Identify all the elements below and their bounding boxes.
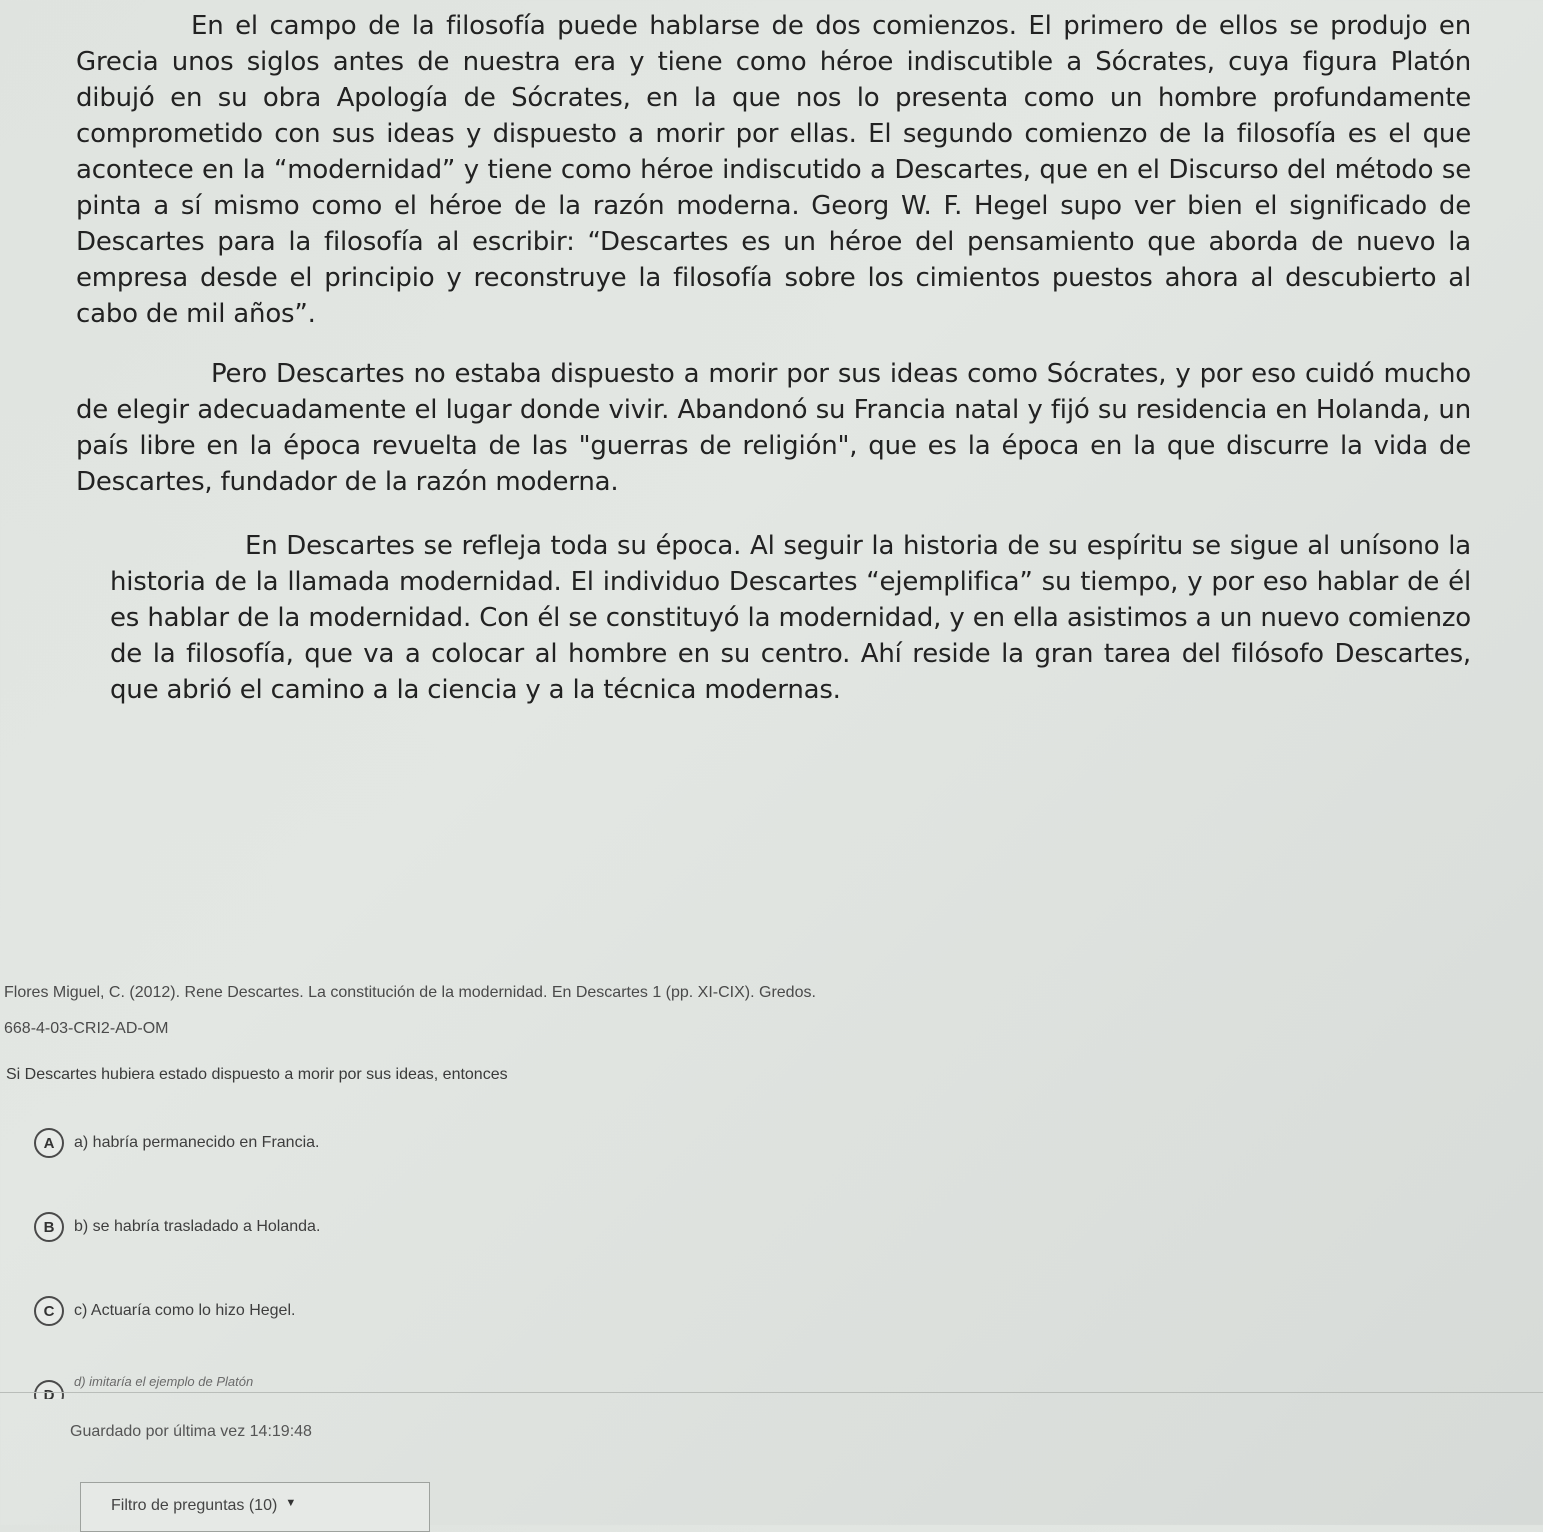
- question-prompt: Si Descartes hubiera estado dispuesto a morir por sus ideas, entonces: [6, 1066, 508, 1083]
- answer-options: [34, 1123, 934, 1399]
- option-b-radio[interactable]: B: [34, 1212, 64, 1242]
- footer-divider: [0, 1392, 1543, 1393]
- question-code: 668-4-03-CRI2-AD-OM: [4, 1020, 169, 1037]
- option-b-label[interactable]: b) se habría trasladado a Holanda.: [74, 1218, 321, 1235]
- question-filter-label: Filtro de preguntas (10): [111, 1497, 278, 1514]
- save-status: Guardado por última vez 14:19:48: [70, 1423, 312, 1440]
- option-d-radio[interactable]: [34, 1380, 64, 1399]
- reading-paragraph-3: En Descartes se refleja toda su época. Al seguir la historia de su espíritu se sigue al unísono la historia de la llamada modernidad. El individuo Descartes “ejemplifica” su tiempo, y por eso hablar de él es hablar de la modernidad. Con él se constituyó la modernidad, y en ella asistimos a un nuevo comienzo de la filosofía, que va a colocar al hombre en su centro. Ahí reside la gran tarea del filósofo Descartes, que abrió el camino a la ciencia y a la técnica modernas.: [110, 531, 1471, 705]
- caret-down-icon: ▼: [285, 1497, 297, 1509]
- option-c-radio[interactable]: C: [34, 1296, 64, 1326]
- option-a[interactable]: [34, 1123, 934, 1163]
- option-d-label[interactable]: d) imitaría el ejemplo de Platón: [74, 1375, 254, 1389]
- reading-paragraph-2: Pero Descartes no estaba dispuesto a morir por sus ideas como Sócrates, y por eso cuidó mucho de elegir adecuadamente el lugar donde vivir. Abandonó su Francia natal y fijó su residencia en Holanda, un país libre en la época revuelta de las "guerras de religión", que es la época en la que discurre la vida de Descartes, fundador de la razón moderna.: [76, 359, 1471, 497]
- option-c[interactable]: [34, 1291, 934, 1331]
- option-d[interactable]: [34, 1375, 934, 1399]
- reading-paragraph-1: En el campo de la filosofía puede hablarse de dos comienzos. El primero de ellos se produjo en Grecia unos siglos antes de nuestra era y tiene como héroe indiscutible a Sócrates, cuya figura Platón dibujó en su obra Apología de Sócrates, en la que nos lo presenta como un hombre profundamente comprometido con sus ideas y dispuesto a morir por ellas. El segundo comienzo de la filosofía es el que acontece en la “modernidad” y tiene como héroe indiscutido a Descartes, que en el Discurso del método se pinta a sí mismo como el héroe de la razón moderna. Georg W. F. Hegel supo ver bien el significado de Descartes para la filosofía al escribir: “Descartes es un héroe del pensamiento que aborda de nuevo la empresa desde el principio y reconstruye la filosofía sobre los cimientos puestos ahora al descubierto al cabo de mil años”.: [76, 11, 1471, 329]
- option-b[interactable]: [34, 1207, 934, 1247]
- option-c-label[interactable]: c) Actuaría como lo hizo Hegel.: [74, 1302, 296, 1319]
- option-a-radio[interactable]: A: [34, 1128, 64, 1158]
- option-a-label[interactable]: a) habría permanecido en Francia.: [74, 1134, 320, 1151]
- reading-passage: [76, 8, 1471, 708]
- source-citation: Flores Miguel, C. (2012). Rene Descartes. La constitución de la modernidad. En Descartes 1 (pp. XI-CIX). Gredos.: [4, 984, 816, 1001]
